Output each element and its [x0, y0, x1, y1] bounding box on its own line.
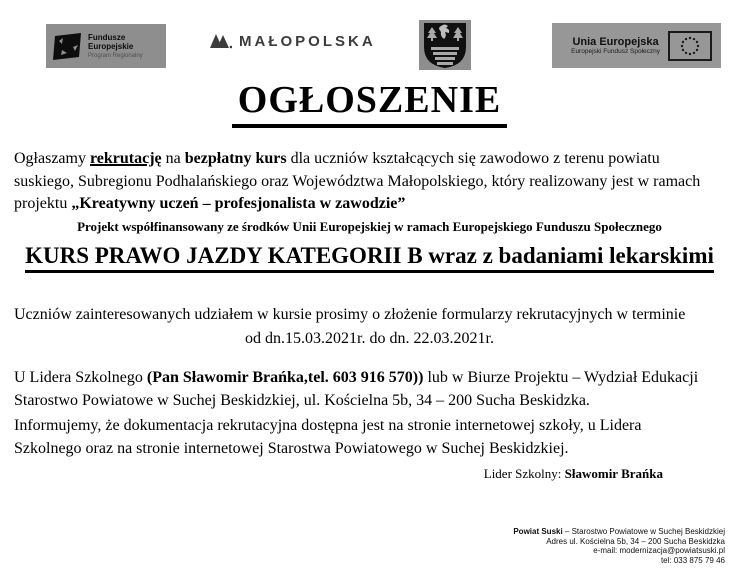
mountain-peaks-icon [210, 33, 232, 49]
eu-line1: Unia Europejska [572, 35, 659, 48]
footer-address: Adres ul. Kościelna 5b, 34 – 200 Sucha Beskidzka [546, 536, 725, 546]
contact-text-2: lub w Biurze Projektu – Wydział Edukacji Starostwo Powiatowe w Suchej Beskidzkiej, ul. Kościelna 5b, 34 – 200 Sucha Beskidzka. [14, 369, 699, 409]
footer-contact-block [513, 527, 725, 565]
footer-email: e-mail: modernizacja@powiatsuski.pl [593, 546, 725, 555]
footer-org-line [513, 527, 725, 537]
intro-text-3: dla uczniów kształcących się zawodowo z terenu powiatu suskiego, Subregionu Podhalańskiego oraz Województwa Małopolskiego, który realizowany jest w ramach projektu [14, 150, 701, 212]
eu-line2: Europejski Fundusz Społeczny [571, 47, 660, 55]
intro-paragraph [14, 148, 708, 216]
logo-malopolska [210, 31, 376, 51]
documentation-info: Informujemy, że dokumentacja rekrutacyjna dostępna jest na stronie internetowej szkoły, u Lidera Szkolnego oraz na stronie internetowej Starostwa Powiatowego w Suchej Beskidzkiej. [14, 417, 642, 457]
free-course-keyword: bezpłatny kurs [184, 150, 287, 167]
fundusze-logo-text [88, 33, 143, 60]
page-title-text: OGŁOSZENIE [232, 78, 507, 128]
signature-line [484, 466, 663, 482]
course-heading-text: KURS PRAWO JAZDY KATEGORII B wraz z badaniami lekarskimi [25, 243, 714, 273]
logo-fundusze-europejskie [46, 24, 166, 68]
recruitment-keyword: rekrutację [89, 150, 162, 167]
malopolska-label: MAŁOPOLSKA [239, 32, 376, 50]
course-heading [0, 243, 739, 273]
project-name: „Kreatywny uczeń – profesjonalista w zawodzie” [71, 195, 406, 212]
fundusze-line1: Fundusze [88, 32, 126, 42]
contact-text-1: U Lidera Szkolnego [14, 369, 147, 386]
intro-text-1: Ogłaszamy [14, 150, 90, 167]
signature-label: Lider Szkolny: [483, 466, 565, 481]
fundusze-line2: Europejskie [88, 41, 134, 51]
eu-logo-text [571, 36, 660, 56]
logo-unia-europejska [552, 23, 721, 68]
school-leader-contact: (Pan Sławomir Brańka,tel. 603 916 570)) [146, 369, 424, 386]
eu-funds-flag-icon [53, 33, 83, 60]
page-title [0, 78, 739, 128]
deadline-line1: Uczniów zainteresowanych udziałem w kursie prosimy o złożenie formularzy rekrutacyjnych w terminie [14, 306, 686, 323]
contact-paragraph [14, 366, 708, 412]
coat-of-arms-powiat-suski-icon [419, 20, 471, 70]
intro-text-2: na [161, 150, 185, 167]
eu-flag-icon [668, 31, 712, 61]
signature-name: Sławomir Brańka [564, 466, 663, 481]
cofinance-note: Projekt współfinansowany ze środków Unii Europejskiej w ramach Europejskiego Funduszu Społecznego [77, 219, 662, 234]
deadline-dates: od dn.15.03.2021r. do dn. 22.03.2021r. [245, 330, 494, 347]
fundusze-line3: Program Regionalny [88, 52, 143, 59]
footer-phone: tel: 033 875 79 46 [660, 555, 725, 565]
footer-org-name: Powiat Suski [513, 527, 563, 536]
footer-org-rest: – Starostwo Powiatowe w Suchej Beskidzkiej [562, 527, 725, 536]
